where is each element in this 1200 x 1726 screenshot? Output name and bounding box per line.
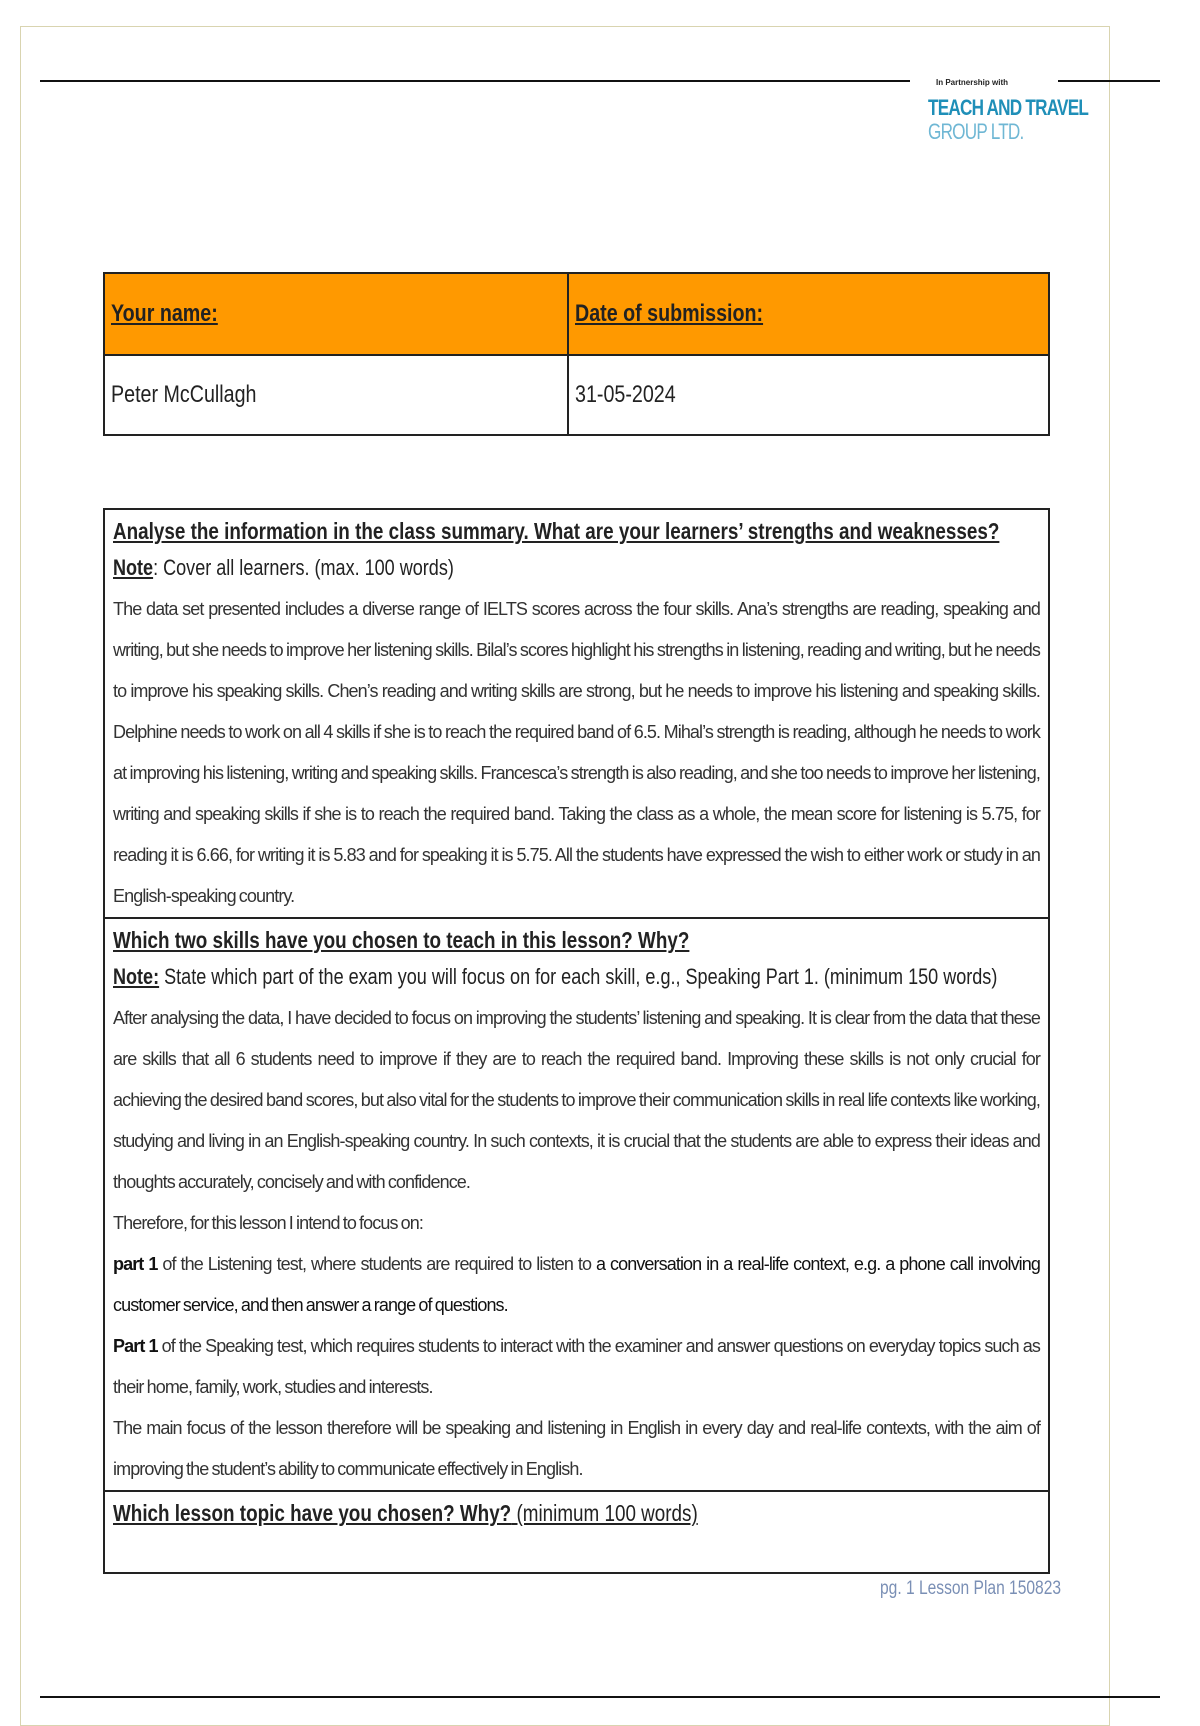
answer-skills-para-1: After analysing the data, I have decided to focus on improving the students’ listening and speaking. It is clear from the data that these are skills that all 6 students need to improve if they are to reach the required band. Improving these skills is not only crucial for achieving the desired band scores, but also vital for the students to improve their communication skills in real life contexts like working, studying and living in an English-speaking country. In such contexts, it is crucial that the students are able to express their ideas and thoughts accurately, concisely and with confidence.: [113, 1008, 1040, 1192]
listening-part-detail: a conversation in a real-life context, e.g. a phone call involving customer service, and then answer a range of questions.: [113, 1254, 1040, 1315]
note-exam-part: [113, 964, 998, 990]
speaking-part-label: Part 1: [113, 1336, 158, 1356]
note-cover-learners: [113, 555, 873, 581]
header-rule-right: [1058, 80, 1160, 82]
date-label: Date of submission:: [575, 300, 764, 327]
date-value-cell: [568, 355, 1049, 435]
section-skills-chosen: [105, 917, 1048, 1490]
listening-part-text: of the Listening test, where students are required to listen to: [157, 1254, 596, 1274]
section-lesson-topic: [105, 1490, 1048, 1572]
speaking-part-text: of the Speaking test, which requires students to interact with the examiner and answer questions on everyday topics such as their home, family, work, studies and interests.: [113, 1336, 1040, 1397]
answer-analysis: The data set presented includes a diverse range of IELTS scores across the four skills. Ana’s strengths are reading, speaking and writing, but she needs to improve her listening skills. Bilal’s scores highlight his strengths in listening, reading and writing, but he needs to improve his speaking skills. Chen’s reading and writing skills are strong, but he needs to improve his listening and speaking skills. Delphine needs to work on all 4 skills if she is to reach the required band of 6.5. Mihal’s strength is reading, although he needs to work at improving his listening, writing and speaking skills. Francesca’s strength is also reading, and she too needs to improve her listening, writing and speaking skills if she is to reach the required band. Taking the class as a whole, the mean score for listening is 5.75, for reading it is 6.66, for writing it is 5.83 and for speaking it is 5.75. All the students have expressed the wish to either work or study in an English-speaking country.: [113, 599, 1040, 906]
name-value-cell: [104, 355, 568, 435]
questions-box-bottom-border: [103, 1572, 1050, 1574]
table-header-row: [104, 273, 1049, 355]
note-text-2: State which part of the exam you will focus on for each skill, e.g., Speaking Part 1. (minimum 150 words): [159, 964, 998, 989]
bottom-rule: [40, 1696, 1160, 1698]
question-topic: [113, 1500, 873, 1527]
logo-partner-text: In Partnership with: [936, 78, 1009, 87]
date-value: 31-05-2024: [575, 381, 676, 408]
name-label: Your name:: [111, 300, 218, 327]
table-value-row: [104, 355, 1049, 435]
topic-question-suffix: (minimum 100 words): [511, 1500, 698, 1526]
answer-listening-part: [113, 1244, 1040, 1326]
logo-line-2: GROUP LTD.: [928, 119, 1024, 144]
partner-logo: [928, 78, 1089, 145]
name-value: Peter McCullagh: [111, 381, 257, 408]
answer-main-focus: The main focus of the lesson therefore will be speaking and listening in English in every day and real-life contexts, with the aim of improving the student’s ability to communicate effectively in English.: [113, 1418, 1040, 1479]
note-label-2: Note:: [113, 964, 160, 989]
logo-line-1: TEACH AND TRAVEL: [928, 95, 1089, 120]
note-label: Note: [113, 555, 154, 580]
answer-speaking-part: [113, 1326, 1040, 1408]
topic-question-text: Which lesson topic have you chosen? Why?: [113, 1500, 512, 1526]
submission-info-table: [103, 272, 1050, 436]
page-footer: pg. 1 Lesson Plan 150823: [880, 1578, 1062, 1599]
name-label-cell: [104, 273, 568, 355]
listening-part-label: part 1: [113, 1254, 158, 1274]
section-learner-analysis: [105, 510, 1048, 917]
note-text: : Cover all learners. (max. 100 words): [153, 555, 454, 580]
question-analyse: Analyse the information in the class summary. What are your learners’ strengths and weaknesses?: [113, 518, 1000, 544]
answer-skills-para-2: Therefore, for this lesson I intend to focus on:: [113, 1213, 423, 1233]
date-label-cell: [568, 273, 1049, 355]
lesson-plan-questions: [103, 508, 1050, 1572]
header-rule-left: [40, 80, 910, 82]
question-skills: Which two skills have you chosen to teach in this lesson? Why?: [113, 927, 690, 953]
